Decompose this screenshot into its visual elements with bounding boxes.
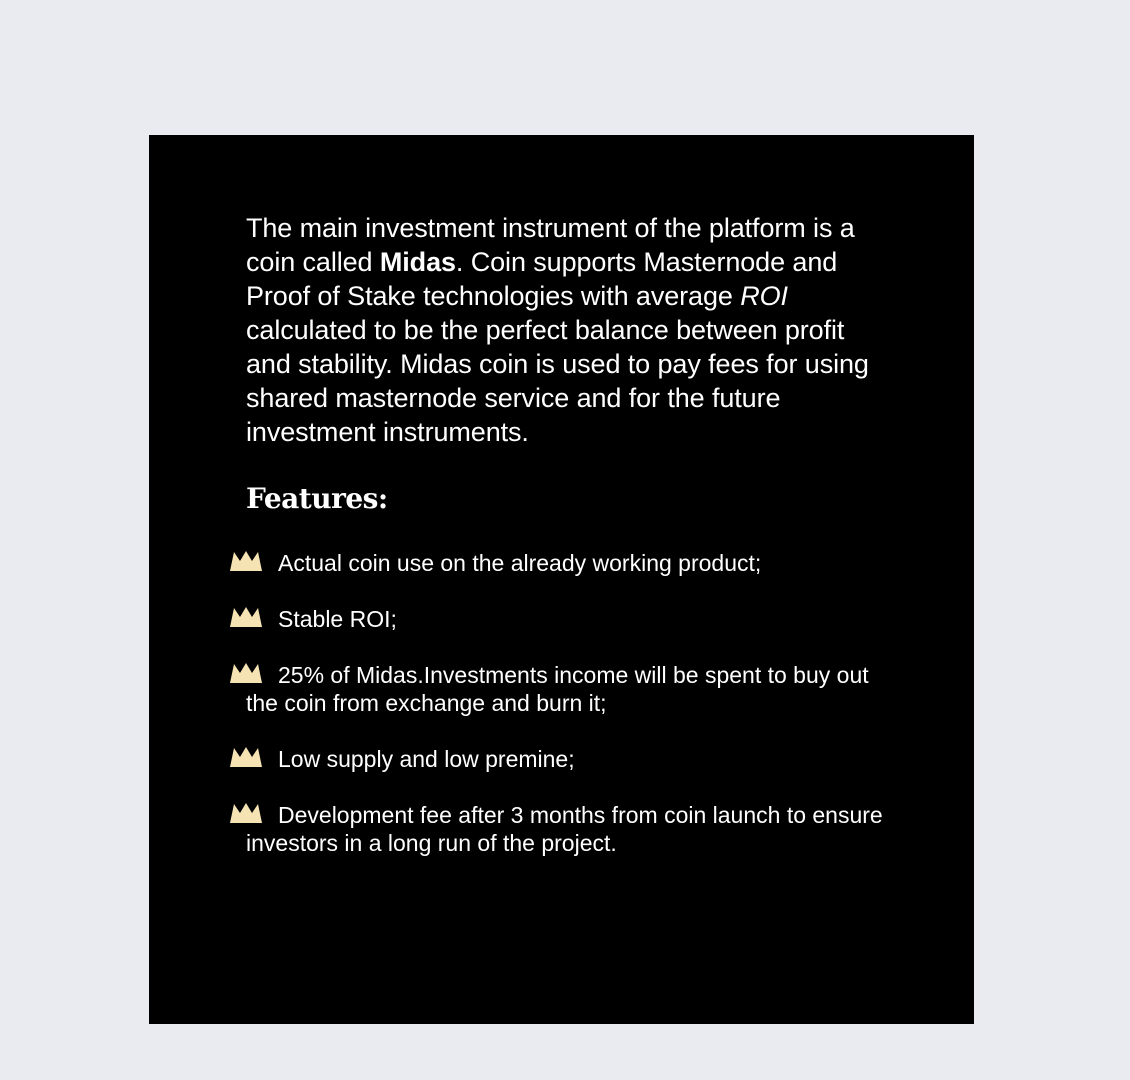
feature-text-3: 25% of Midas.Investments income will be spent to buy out the coin from exchange and burn it; bbox=[246, 662, 869, 716]
roi-term: ROI bbox=[740, 281, 788, 311]
feature-text-1: Actual coin use on the already working product; bbox=[278, 550, 762, 576]
feature-item-3 bbox=[246, 661, 896, 717]
crown-icon bbox=[230, 746, 262, 768]
feature-item-1 bbox=[246, 549, 896, 577]
feature-text-5: Development fee after 3 months from coin launch to ensure investors in a long run of the project. bbox=[246, 802, 883, 856]
feature-item-5 bbox=[246, 801, 896, 857]
feature-item-2 bbox=[246, 605, 896, 633]
crown-icon bbox=[230, 550, 262, 572]
intro-paragraph bbox=[246, 211, 896, 449]
intro-text-part1: The main investment instrument of the platform is a coin called bbox=[246, 213, 855, 277]
features-list bbox=[246, 549, 896, 857]
crown-icon bbox=[230, 662, 262, 684]
intro-text-part2: . Coin supports Masternode and Proof of Stake technologies with average bbox=[246, 247, 838, 311]
content-body bbox=[246, 211, 896, 885]
content-panel bbox=[149, 135, 974, 1024]
coin-name: Midas bbox=[379, 247, 456, 277]
features-heading: Features: bbox=[246, 482, 388, 515]
crown-icon bbox=[230, 802, 262, 824]
feature-item-4 bbox=[246, 745, 896, 773]
intro-text-part3: calculated to be the perfect balance between profit and stability. Midas coin is used to pay fees for using shared masternode service and for the future investment instruments. bbox=[246, 315, 869, 447]
feature-text-2: Stable ROI; bbox=[278, 606, 397, 632]
crown-icon bbox=[230, 606, 262, 628]
feature-text-4: Low supply and low premine; bbox=[278, 746, 575, 772]
